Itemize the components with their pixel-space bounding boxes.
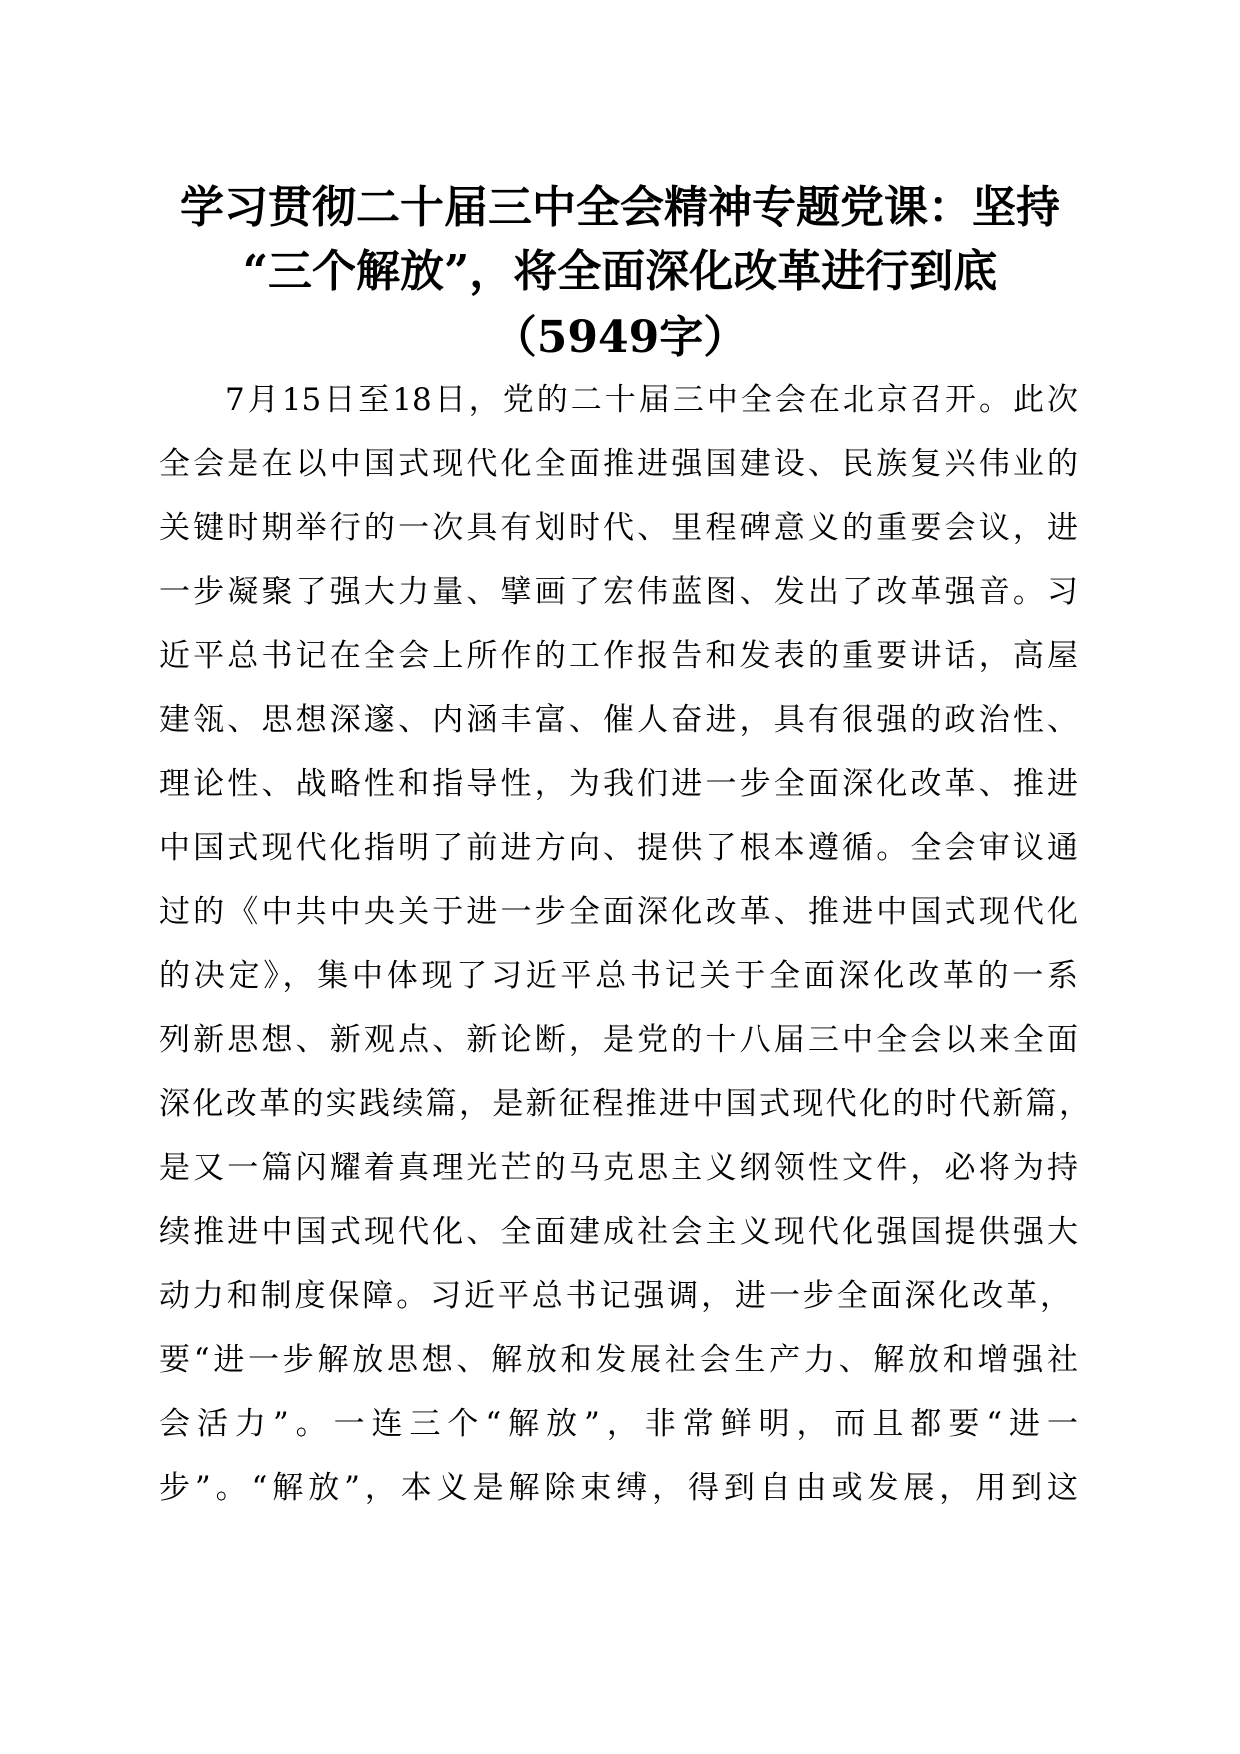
body-line: 过的《中共中央关于进一步全面深化改革、推进中国式现代化 [159, 894, 1078, 930]
body-line: 近平总书记在全会上所作的工作报告和发表的重要讲话，高屋 [159, 638, 1078, 674]
body-line: 要“进一步解放思想、解放和发展社会生产力、解放和增强社 [159, 1342, 1078, 1378]
body-line: 会活力”。一连三个“解放”，非常鲜明，而且都要“进一 [159, 1406, 1078, 1442]
body-line: 续推进中国式现代化、全面建成社会主义现代化强国提供强大 [159, 1214, 1078, 1250]
body-line: 列新思想、新观点、新论断，是党的十八届三中全会以来全面 [159, 1022, 1078, 1058]
body-line: 深化改革的实践续篇，是新征程推进中国式现代化的时代新篇， [159, 1086, 1090, 1122]
body-line: 关键时期举行的一次具有划时代、里程碑意义的重要会议，进 [159, 510, 1078, 546]
title-line-2: “三个解放”，将全面深化改革进行到底 [242, 246, 998, 297]
body-line: 步”。“解放”，本义是解除束缚，得到自由或发展，用到这 [159, 1470, 1078, 1506]
body-line: 是又一篇闪耀着真理光芒的马克思主义纲领性文件，必将为持 [159, 1150, 1078, 1186]
title-line-3: （5949字） [492, 312, 748, 363]
body-line: 全会是在以中国式现代化全面推进强国建设、民族复兴伟业的 [159, 446, 1078, 482]
body-line: 理论性、战略性和指导性，为我们进一步全面深化改革、推进 [159, 766, 1078, 802]
body-line: 建瓴、思想深邃、内涵丰富、催人奋进，具有很强的政治性、 [159, 702, 1078, 738]
body-line: 7月15日至18日，党的二十届三中全会在北京召开。此次 [225, 382, 1078, 418]
title-line-1: 学习贯彻二十届三中全会精神专题党课：坚持 [180, 182, 1060, 233]
body-line: 动力和制度保障。习近平总书记强调，进一步全面深化改革， [159, 1278, 1071, 1314]
body-line: 中国式现代化指明了前进方向、提供了根本遵循。全会审议通 [159, 830, 1078, 866]
body-line: 的决定》，集中体现了习近平总书记关于全面深化改革的一系 [159, 958, 1078, 994]
body-line: 一步凝聚了强大力量、擘画了宏伟蓝图、发出了改革强音。习 [159, 574, 1078, 610]
